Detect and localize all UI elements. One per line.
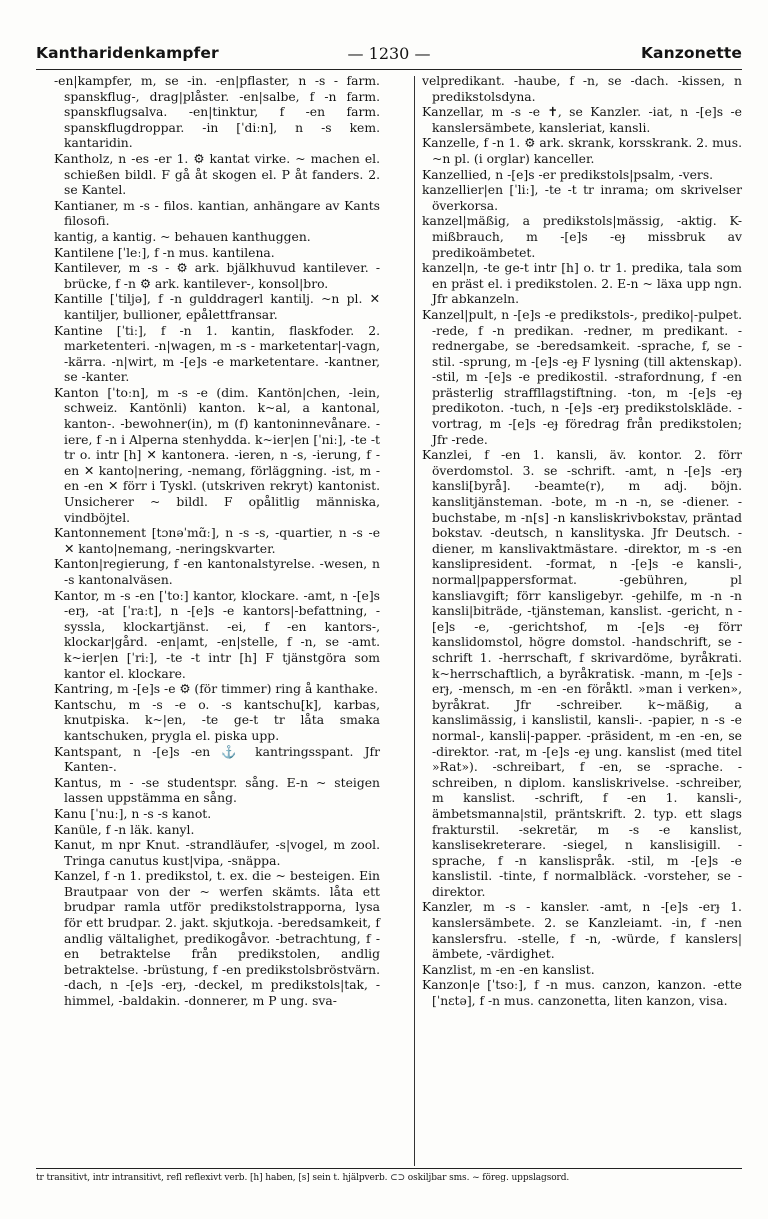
- dictionary-entry: Kantilever, m -s - ⚙ ark. bjälkhuvud kantilever. -brücke, f -n ⚙ ark. kantilever-, konsol|bro.: [54, 261, 380, 291]
- left-column: [54, 74, 380, 1010]
- dictionary-entry: Kanzler, m -s - kansler. -amt, n -[e]s -erɟ 1. kanslersämbete. 2. se Kanzleiamt. -in, f -nen kanslersfru. -stelle, f -n, -würde, f kanslers|ämbete, -värdighet.: [422, 900, 742, 962]
- dictionary-entry: Kantus, m - -se studentspr. sång. E-n ~ steigen lassen uppstämma en sång.: [54, 775, 380, 806]
- dictionary-entry: kanzel|mäßig, a predikstols|mässig, -aktig. K-mißbrauch, m -[e]s -eɟ missbruk av predikoämbetet.: [422, 214, 742, 260]
- column-divider: [414, 76, 415, 1166]
- header-rule: [36, 69, 742, 70]
- dictionary-entry: -en|kampfer, m, se -in. -en|pflaster, n -s - farm. spanskflug-, drag|plåster. -en|salbe, f -n farm. spanskflugsalva. -en|tinktur, f -en farm. spanskflugdroppar. -in [ˈdiːn], n -s kem. kantaridin.: [54, 74, 380, 151]
- dictionary-entry: Kantring, m -[e]s -e ⚙ (för timmer) ring å kanthake.: [54, 682, 378, 697]
- dictionary-entry: kanzellier|en [ˈliː], -te -t tr inrama; om skrivelser överkorsa.: [422, 183, 742, 213]
- right-guide-word: Kanzonette: [640, 44, 742, 62]
- dictionary-entry: Kantine [ˈtiː], f -n 1. kantin, flaskfoder. 2. marketenteri. -n|wagen, m -s - marketentar|-vagn, -kärra. -n|wirt, m -[e]s -e marketentare. -kantner, se -kanter.: [54, 323, 380, 385]
- dictionary-entry: Kantholz, n -es -er 1. ⚙ kantat virke. ~ machen el. schießen bildl. F gå åt skogen el. P åt fanders. 2. se Kantel.: [54, 151, 380, 198]
- dictionary-entry: Kantianer, m -s - filos. kantian, anhängare av Kants filosofi.: [54, 198, 380, 229]
- dictionary-entry: Kantonnement [tɔnəˈmɑ̃ː], n -s -s, -quartier, n -s -e ✕ kanto|nemang, -neringskvarter.: [54, 526, 380, 556]
- dictionary-entry: Kantille [ˈtiljə], f -n gulddragerl kantilj. ~n pl. ✕ kantiljer, bullioner, epålettfransar.: [54, 292, 380, 322]
- dictionary-entry: Kanüle, f -n läk. kanyl.: [54, 822, 195, 837]
- dictionary-entry: kanzel|n, -te ge-t intr [h] o. tr 1. predika, tala som en präst el. i predikstolen. 2. E-n ~ läxa upp ngn. Jfr abkanzeln.: [422, 261, 742, 307]
- running-header: [36, 40, 742, 70]
- right-column: [422, 74, 742, 1010]
- left-guide-word: Kantharidenkampfer: [36, 44, 219, 62]
- dictionary-entry: Kanut, m npr Knut. -strandläufer, -s|vogel, m zool. Tringa canutus kust|vipa, -snäppa.: [54, 838, 380, 868]
- dictionary-entry: Kanzon|e [ˈtsoː], f -n mus. canzon, kanzon. -ette [ˈnɛtə], f -n mus. canzonetta, liten kanzon, visa.: [422, 978, 742, 1009]
- dictionary-entry: Kantspant, n -[e]s -en ⚓ kantringsspant. Jfr Kanten-.: [54, 744, 380, 775]
- dictionary-entry: Kanzel|pult, n -[e]s -e predikstols-, prediko|-pulpet. -rede, f -n predikan. -redner, m predikant. -rednergabe, se -beredsamkeit. -sprache, f, se -stil. -sprung, m -[e]s -eɟ F lysning (till aktenskap). -stil, m -[e]s -e predikostil. -strafordnung, f -en prästerlig straffllagstiftning. -ton, m -[e]s -eɟ predikoton. -tuch, n -[e]s -erɟ predikstolskläde. -vortrag, m -[e]s -eɟ föredrag från predikstolen; Jfr -rede.: [422, 307, 742, 447]
- dictionary-entry: Kanzlist, m -en -en kanslist.: [422, 962, 595, 977]
- dictionary-entry: Kanu [ˈnuː], n -s -s kanot.: [54, 806, 212, 821]
- dictionary-entry: Kanzelle, f -n 1. ⚙ ark. skrank, korsskrank. 2. mus. ~n pl. (i orglar) kanceller.: [422, 136, 742, 166]
- dictionary-entry: Kanton|regierung, f -en kantonalstyrelse. -wesen, n -s kantonalväsen.: [54, 557, 380, 587]
- dictionary-entry: Kantor, m -s -en [ˈtoː] kantor, klockare. -amt, n -[e]s -erɟ, -at [ˈraːt], n -[e]s -e kantors|-befattning, -syssla, klockartjänst. -ei, f -en kantors-, klockar|gård. -en|amt, -en|stelle, f -n, se -amt. k~ier|en [ˈriː], -te -t intr [h] F tjänstgöra som kantor el. klockare.: [54, 588, 380, 681]
- dictionary-entry: Kantilene [ˈleː], f -n mus. kantilena.: [54, 245, 275, 260]
- page-number: — 1230 —: [347, 44, 431, 63]
- dictionary-entry: kantig, a kantig. ~ behauen kanthuggen.: [54, 229, 311, 244]
- dictionary-entry: Kanton [ˈtoːn], m -s -e (dim. Kantön|chen, -lein, schweiz. Kantönli) kanton. k~al, a kantonal, kanton-. -bewohner(in), m (f) kantoninnevånare. -iere, f -n i Alperna stenhydda. k~ier|en [ˈniː], -te -t tr o. intr [h] ✕ kantonera. -ieren, n -s, -ierung, f -en ✕ kanto|nering, -nemang, förläggning. -ist, m -en -en ✕ förr i Tyskl. (utskriven rekryt) kantonist. Unsicherer ~ bildl. F opålitlig människa, vindböjtel.: [54, 385, 380, 525]
- dictionary-entry: Kanzellied, n -[e]s -er predikstols|psalm, -vers.: [422, 167, 714, 182]
- dictionary-entry: Kanzel, f -n 1. predikstol, t. ex. die ~ besteigen. Ein Brautpaar von der ~ werfen skämts. låta ett brudpar ramla utför predikstolstrapporna, lysa för ett brudpar. 2. jakt. skjutkoja. -beredsamkeit, f andlig vältalighet, predikogåvor. -betrachtung, f -en betraktelse från predikstolen, andlig betraktelse. -brüstung, f -en predikstolsbröstvärn. -dach, n -[e]s -erɟ, -deckel, m predikstols|tak, -himmel, -baldakin. -donnerer, m P ung. sva-: [54, 869, 380, 1009]
- dictionary-entry: velpredikant. -haube, f -n, se -dach. -kissen, n predikstolsdyna.: [422, 74, 742, 104]
- dictionary-entry: Kanzlei, f -en 1. kansli, äv. kontor. 2. förr överdomstol. 3. se -schrift. -amt, n -[e]s -erɟ kansli[byrå]. -beamte(r), m adj. böjn. kanslitjänsteman. -bote, m -n -n, se -diener. -buchstabe, m -n[s] -n kansliskrivbokstav, präntad bokstav. -deutsch, n kanslityska. Jfr Deutsch. -diener, m kanslivaktmästare. -direktor, m -s -en kanslipresident. -format, n -[e]s -e kansli-, normal|pappersformat. -gebühren, pl kansliavgift; förr kansligebyr. -gehilfe, m -n -n kansli|biträde, -tjänsteman, kanslist. -gericht, n -[e]s -e, -gerichtshof, m -[e]s -eɟ förr kanslidomstol, högre domstol. -handschrift, se -schrift 1. -herrschaft, f skrivardöme, byråkrati. k~herrschaftlich, a byråkratisk. -mann, m -[e]s -erɟ, -mensch, m -en -en föråktl. »man i verken», byråkrat. Jfr -schreiber. k~mäßig, a kanslimässig, i kanslistil, kansli-. -papier, n -s -e normal-, kansli|-papper. -präsident, m -en -en, se -direktor. -rat, m -[e]s -eɟ ung. kanslist (med titel »Rat»). -schreibart, f -en, se -sprache. -schreiben, n diplom. kansliskrivelse. -schreiber, m kanslist. -schrift, f -en 1. kansli-, ämbetsmanna|stil, präntskrift. 2. typ. ett slags frakturstil. -sekretär, m -s -e kanslist, kanslisekreterare. -siegel, n kanslisigill. -sprache, f -n kanslispråk. -stil, m -[e]s -e kanslistil. -tinte, f normalbläck. -vorsteher, se -direktor.: [422, 448, 742, 899]
- dictionary-entry: Kanzellar, m -s -e ✝, se Kanzler. -iat, n -[e]s -e kanslersämbete, kansleriat, kansli.: [422, 105, 742, 135]
- dictionary-entry: Kantschu, m -s -e o. -s kantschu[k], karbas, knutpiska. k~|en, -te ge-t tr låta smaka kantschuken, prygla el. piska upp.: [54, 697, 380, 743]
- abbreviation-footnote: tr transitivt, intr intransitivt, refl reflexivt verb. [h] haben, [s] sein t. hjälpverb. ⊂⊃ oskiljbar sms. ~ föreg. uppslagsord.: [36, 1173, 570, 1183]
- footer-rule: [36, 1168, 742, 1169]
